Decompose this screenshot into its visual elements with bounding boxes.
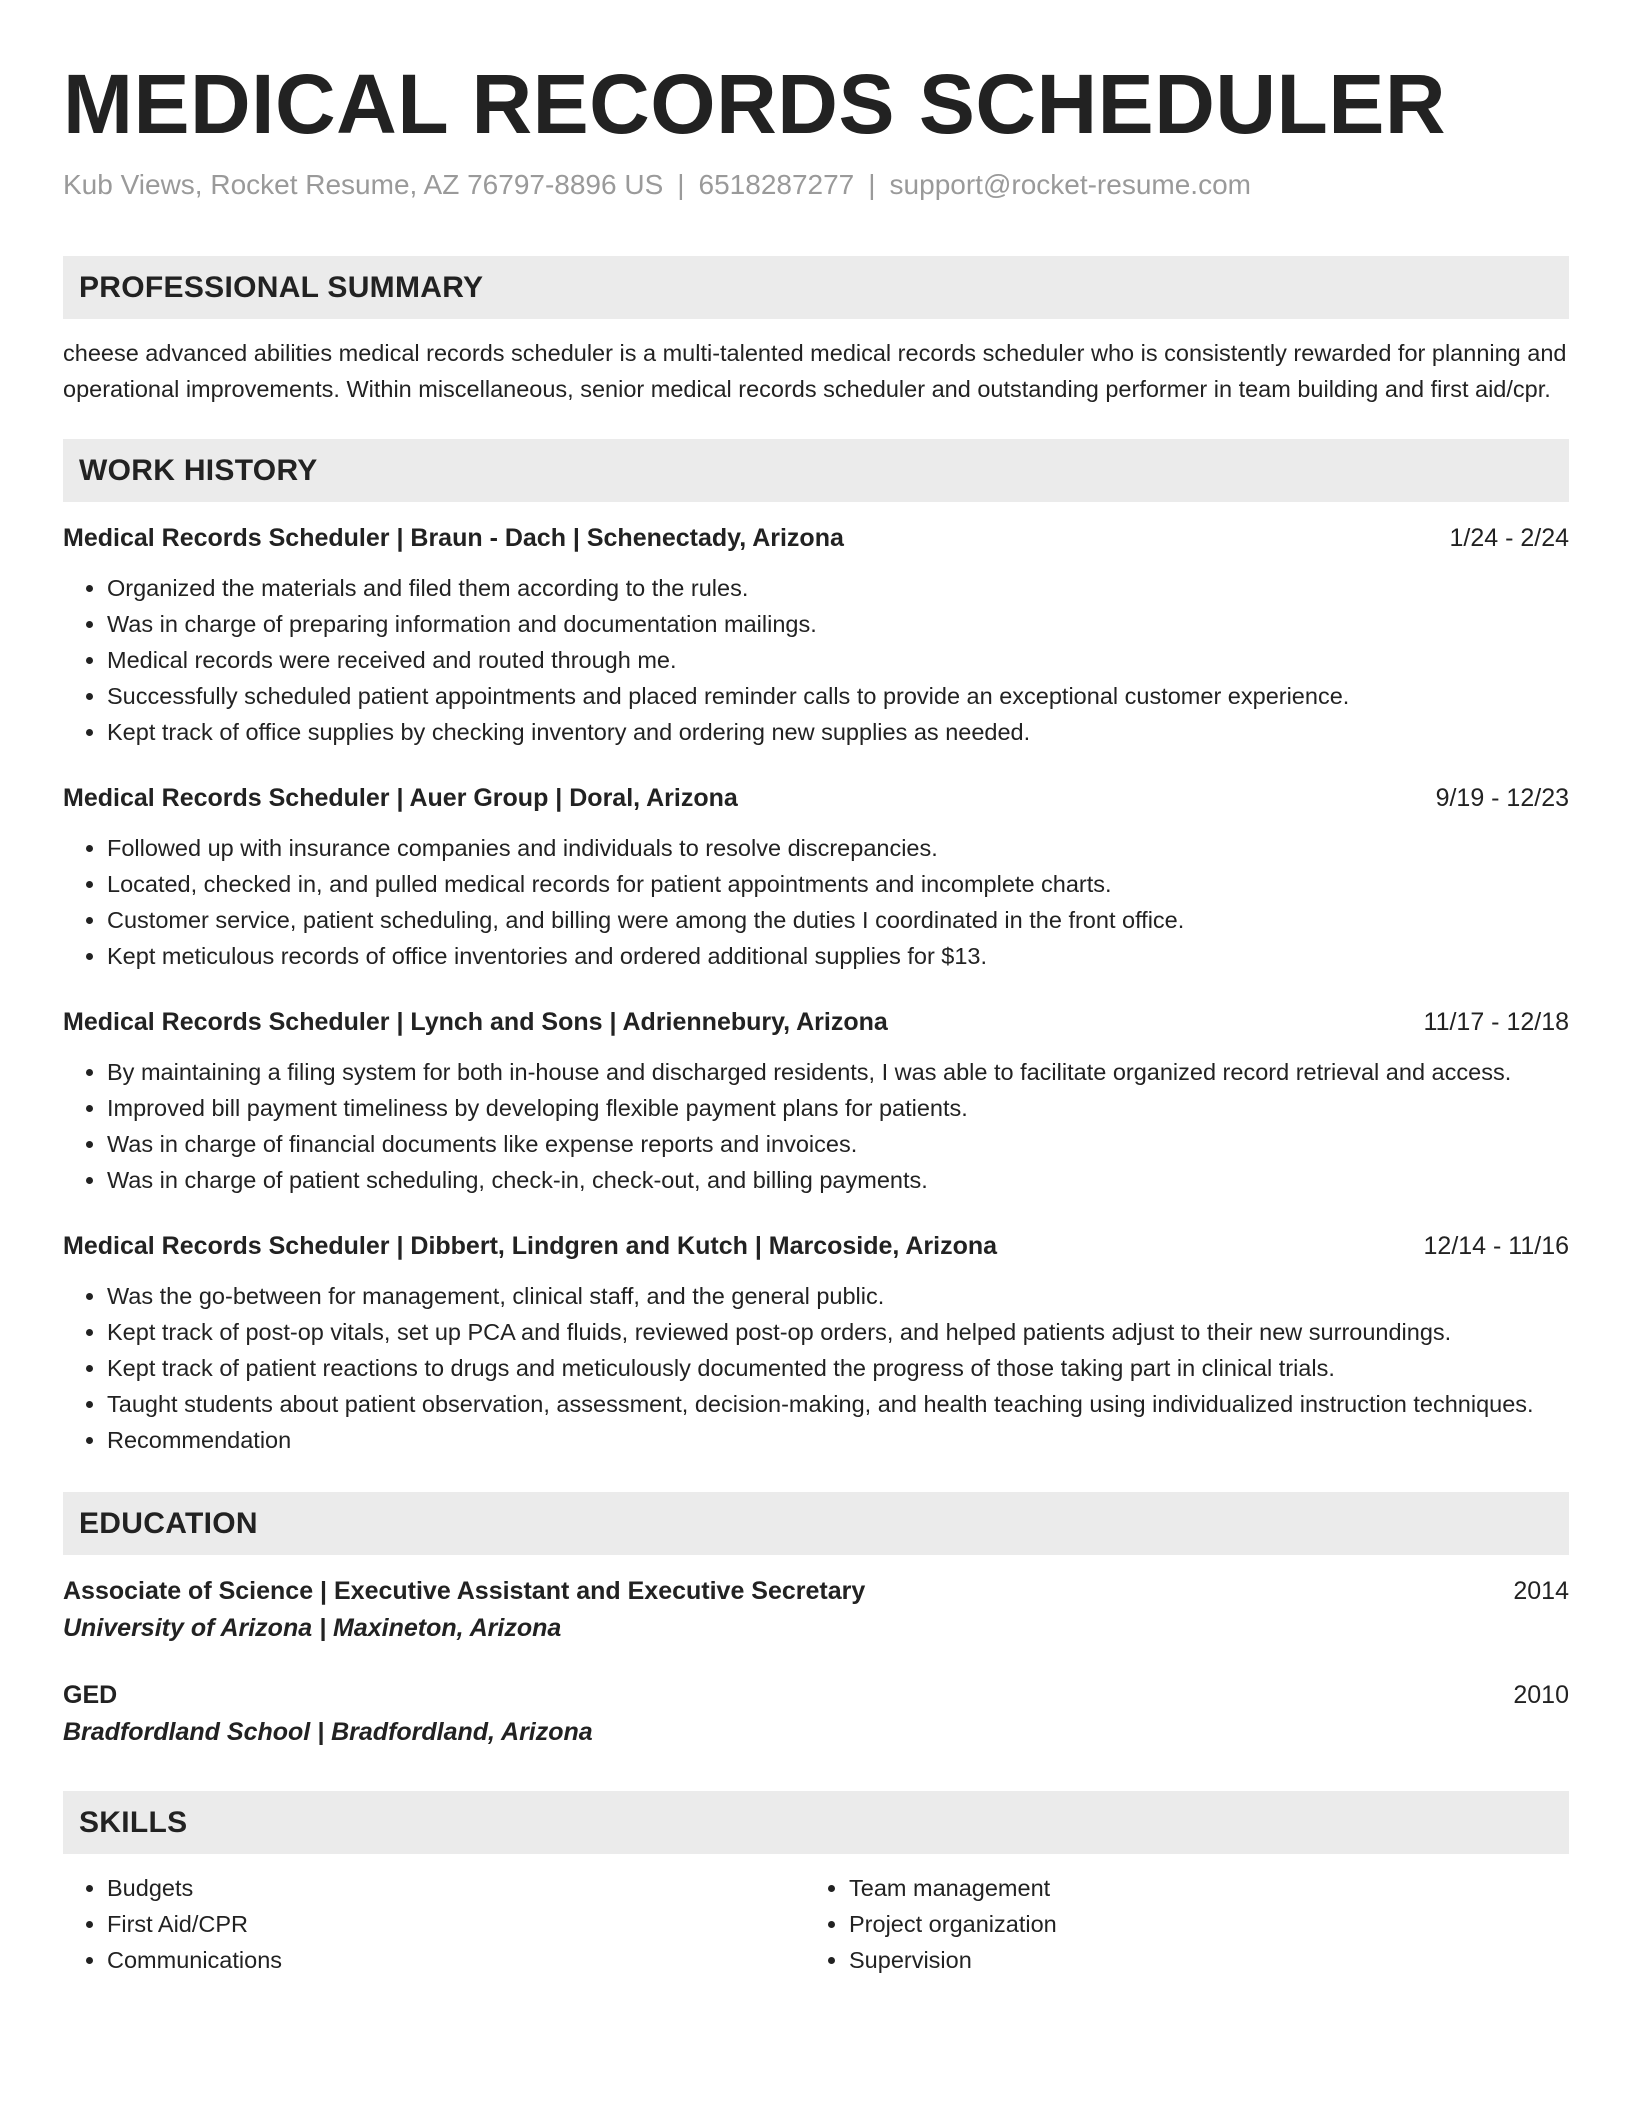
section-header-work-history: WORK HISTORY [63, 439, 1569, 502]
education-entry [63, 1677, 1569, 1751]
summary-text: cheese advanced abilities medical records scheduler is a multi-talented medical records scheduler who is consistently rewarded for planning and operational improvements. Within miscellaneous, senior medical records scheduler and outstanding performer in team building and first aid/cpr. [63, 340, 1567, 402]
job-bullet: • Was the go-between for management, clinical staff, and the general public. [107, 1278, 1569, 1314]
section-header-education: EDUCATION [63, 1492, 1569, 1555]
job-header [63, 1228, 1569, 1264]
job-bullet: • Followed up with insurance companies and individuals to resolve discrepancies. [107, 830, 1569, 866]
skill-item: • First Aid/CPR [107, 1906, 805, 1942]
skills-column-right [805, 1870, 1547, 1978]
skills-column-left [63, 1870, 805, 1978]
job-header [63, 520, 1569, 556]
skills-list [63, 1870, 1569, 1978]
job-dates: 11/17 - 12/18 [1423, 1008, 1569, 1036]
education-school: University of Arizona | Maxineton, Arizona [63, 1614, 562, 1642]
job-bullet: • Kept meticulous records of office inventories and ordered additional supplies for $13. [107, 938, 1569, 974]
contact-email: support@rocket-resume.com [889, 169, 1251, 200]
section-header-summary: PROFESSIONAL SUMMARY [63, 256, 1569, 319]
job-dates: 1/24 - 2/24 [1449, 524, 1569, 552]
job-dates: 12/14 - 11/16 [1423, 1232, 1569, 1260]
job-bullet: • Successfully scheduled patient appointments and placed reminder calls to provide an exceptional customer experience. [107, 678, 1569, 714]
education-entry [63, 1573, 1569, 1647]
contact-separator: | [868, 169, 876, 200]
job-bullet: • Kept track of post-op vitals, set up PCA and fluids, reviewed post-op orders, and helped patients adjust to their new surroundings. [107, 1314, 1569, 1350]
job-bullets [63, 1278, 1569, 1458]
job-title: Medical Records Scheduler | Braun - Dach | Schenectady, Arizona [63, 524, 844, 552]
education-degree: Associate of Science | Executive Assistant and Executive Secretary [63, 1577, 866, 1605]
contact-address: Kub Views, Rocket Resume, AZ 76797-8896 US [63, 169, 664, 200]
job-bullet: • Recommendation [107, 1422, 1569, 1458]
job-bullets [63, 1054, 1569, 1198]
education-year: 2014 [1513, 1577, 1569, 1605]
job-bullet: • Located, checked in, and pulled medical records for patient appointments and incomplete charts. [107, 866, 1569, 902]
education-year: 2010 [1513, 1681, 1569, 1709]
resume-name: MEDICAL RECORDS SCHEDULER [63, 57, 1447, 151]
job-dates: 9/19 - 12/23 [1435, 784, 1569, 812]
skill-item: • Budgets [107, 1870, 805, 1906]
job-bullet: • Customer service, patient scheduling, and billing were among the duties I coordinated in the front office. [107, 902, 1569, 938]
job-bullets [63, 570, 1569, 750]
job-header [63, 1004, 1569, 1040]
job-bullet: • Organized the materials and filed them according to the rules. [107, 570, 1569, 606]
job-header [63, 780, 1569, 816]
contact-line [63, 166, 1569, 204]
skill-item: • Project organization [849, 1906, 1547, 1942]
section-header-skills: SKILLS [63, 1791, 1569, 1854]
education-degree: GED [63, 1681, 118, 1709]
job-title: Medical Records Scheduler | Lynch and Sons | Adriennebury, Arizona [63, 1008, 888, 1036]
job-title: Medical Records Scheduler | Auer Group | Doral, Arizona [63, 784, 738, 812]
job-entry [63, 520, 1569, 750]
job-bullet: • Medical records were received and routed through me. [107, 642, 1569, 678]
job-title: Medical Records Scheduler | Dibbert, Lindgren and Kutch | Marcoside, Arizona [63, 1232, 998, 1260]
education-header [63, 1573, 1569, 1609]
skill-item: • Communications [107, 1942, 805, 1978]
job-bullet: • Was in charge of patient scheduling, check-in, check-out, and billing payments. [107, 1162, 1569, 1198]
job-bullet: • Was in charge of preparing information and documentation mailings. [107, 606, 1569, 642]
job-entry [63, 1228, 1569, 1458]
job-bullet: • Kept track of patient reactions to drugs and meticulously documented the progress of those taking part in clinical trials. [107, 1350, 1569, 1386]
job-bullet: • Was in charge of financial documents like expense reports and invoices. [107, 1126, 1569, 1162]
skill-item: • Supervision [849, 1942, 1547, 1978]
job-bullet: • By maintaining a filing system for both in-house and discharged residents, I was able to facilitate organized record retrieval and access. [107, 1054, 1569, 1090]
contact-phone: 6518287277 [698, 169, 855, 200]
skill-item: • Team management [849, 1870, 1547, 1906]
education-school: Bradfordland School | Bradfordland, Arizona [63, 1718, 593, 1746]
job-bullets [63, 830, 1569, 974]
job-bullet: • Kept track of office supplies by checking inventory and ordering new supplies as needed. [107, 714, 1569, 750]
education-header [63, 1677, 1569, 1713]
job-entry [63, 780, 1569, 974]
contact-separator: | [677, 169, 685, 200]
job-bullet: • Taught students about patient observation, assessment, decision-making, and health teaching using individualized instruction techniques. [107, 1386, 1569, 1422]
job-bullet: • Improved bill payment timeliness by developing flexible payment plans for patients. [107, 1090, 1569, 1126]
job-entry [63, 1004, 1569, 1198]
